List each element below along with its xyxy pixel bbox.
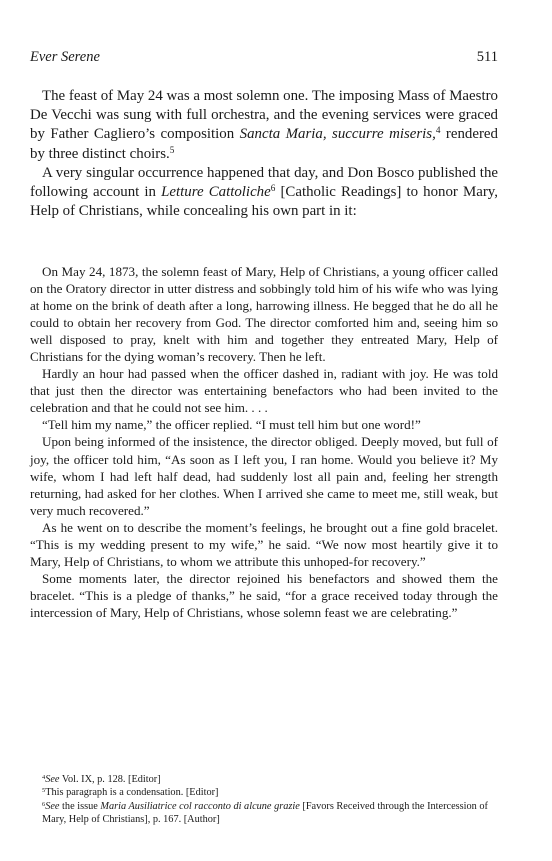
running-header (30, 49, 498, 69)
footnote-ref-5: 5 (169, 144, 175, 155)
quote-paragraph-4: Upon being informed of the insistence, the director obliged. Deeply moved, but full of joy, the officer told him, “As soon as I left you, I ran home. Would you believe it? My wife, whom I had left half dead, had suddenly lost all pain and, feeling her strength returning, had asked for her clothes. When I arrived she came to meet me, still weak, but very much recovered.” (30, 434, 498, 518)
footnote-5-text: This paragraph is a condensation. [Editor] (45, 787, 219, 799)
quote-paragraph-1: On May 24, 1873, the solemn feast of Mary, Help of Christians, a young officer called on the Oratory director in utter distress and sobbingly told him of his wife who was lying at home on the brink of death after a long, harrowing illness. He begged that he do all he could to obtain her recovery from God. The director comforted him and, seeing him so well disposed to pray, knelt with him and together they entreated Mary, Help of Christians for the dying woman’s recovery. Then he left. (30, 264, 498, 365)
footnote-4 (30, 773, 498, 786)
footnote-6 (30, 800, 498, 827)
running-title: Ever Serene (30, 49, 100, 65)
footnote-4-text: Vol. IX, p. 128. [Editor] (59, 774, 161, 785)
paragraph-2 (30, 164, 498, 222)
footnote-6-italic-title: Maria Ausiliatrice col racconto di alcune grazie (100, 800, 300, 812)
footnote-ref-4: 4 (435, 125, 441, 136)
footnote-4-see: See (45, 774, 60, 785)
footnote-ref-6: 6 (270, 182, 276, 193)
footnote-5 (30, 786, 498, 799)
p1-text-a: The feast of May 24 was a most solemn one. The imposing Mass of Maestro De Vecchi was sung with full orchestra, and the evening services were graced by Father Cagliero’s composition (30, 88, 498, 143)
footnote-4-mark: 4 (42, 773, 46, 781)
p1-text-b: rendered by three distinct choirs. (30, 126, 498, 162)
quote-paragraph-6: Some moments later, the director rejoined his benefactors and showed them the bracelet. “This is a pledge of thanks,” he said, “for a grace received today through the intercession of Mary, Help of Christians, whose solemn feast we are celebrating.” (30, 570, 498, 620)
paragraph-1 (30, 87, 498, 164)
footnotes (30, 773, 498, 826)
footnote-6-text-b: [Favors Received through the Intercession of Mary, Help of Christians], p. 167. [Author] (42, 800, 488, 825)
quote-paragraph-2: Hardly an hour had passed when the officer dashed in, radiant with joy. He was told that just then the director was entertaining benefactors who had been invited to the celebration and that he could not see him. . . . (30, 366, 498, 416)
main-text (30, 87, 498, 221)
footnote-6-mark: 6 (42, 800, 46, 808)
p1-italic-title: Sancta Maria, succurre miseris, (239, 126, 436, 143)
quote-paragraph-3: “Tell him my name,” the officer replied. “I must tell him but one word!” (42, 417, 421, 433)
quote-paragraph-5: As he went on to describe the moment’s feelings, he brought out a fine gold bracelet. “This is my wedding present to my wife,” he said. “We now most heartily give it to Mary, Help of Christians, to whom we attribute this unhoped-for recovery.” (30, 519, 498, 569)
p2-text-a: A very singular occurrence happened that day, and Don Bosco published the following account in (30, 164, 498, 201)
footnote-6-see: See (45, 800, 60, 812)
footnote-6-text-a: the issue (59, 800, 101, 812)
block-quote (30, 263, 498, 621)
p2-text-b: [Catholic Readings] to honor Mary, Help of Christians, while concealing his own part in it: (30, 184, 499, 220)
footnote-5-mark: 5 (42, 787, 46, 795)
p2-italic-title: Letture Cattoliche (161, 184, 271, 201)
page-number: 511 (476, 49, 498, 65)
